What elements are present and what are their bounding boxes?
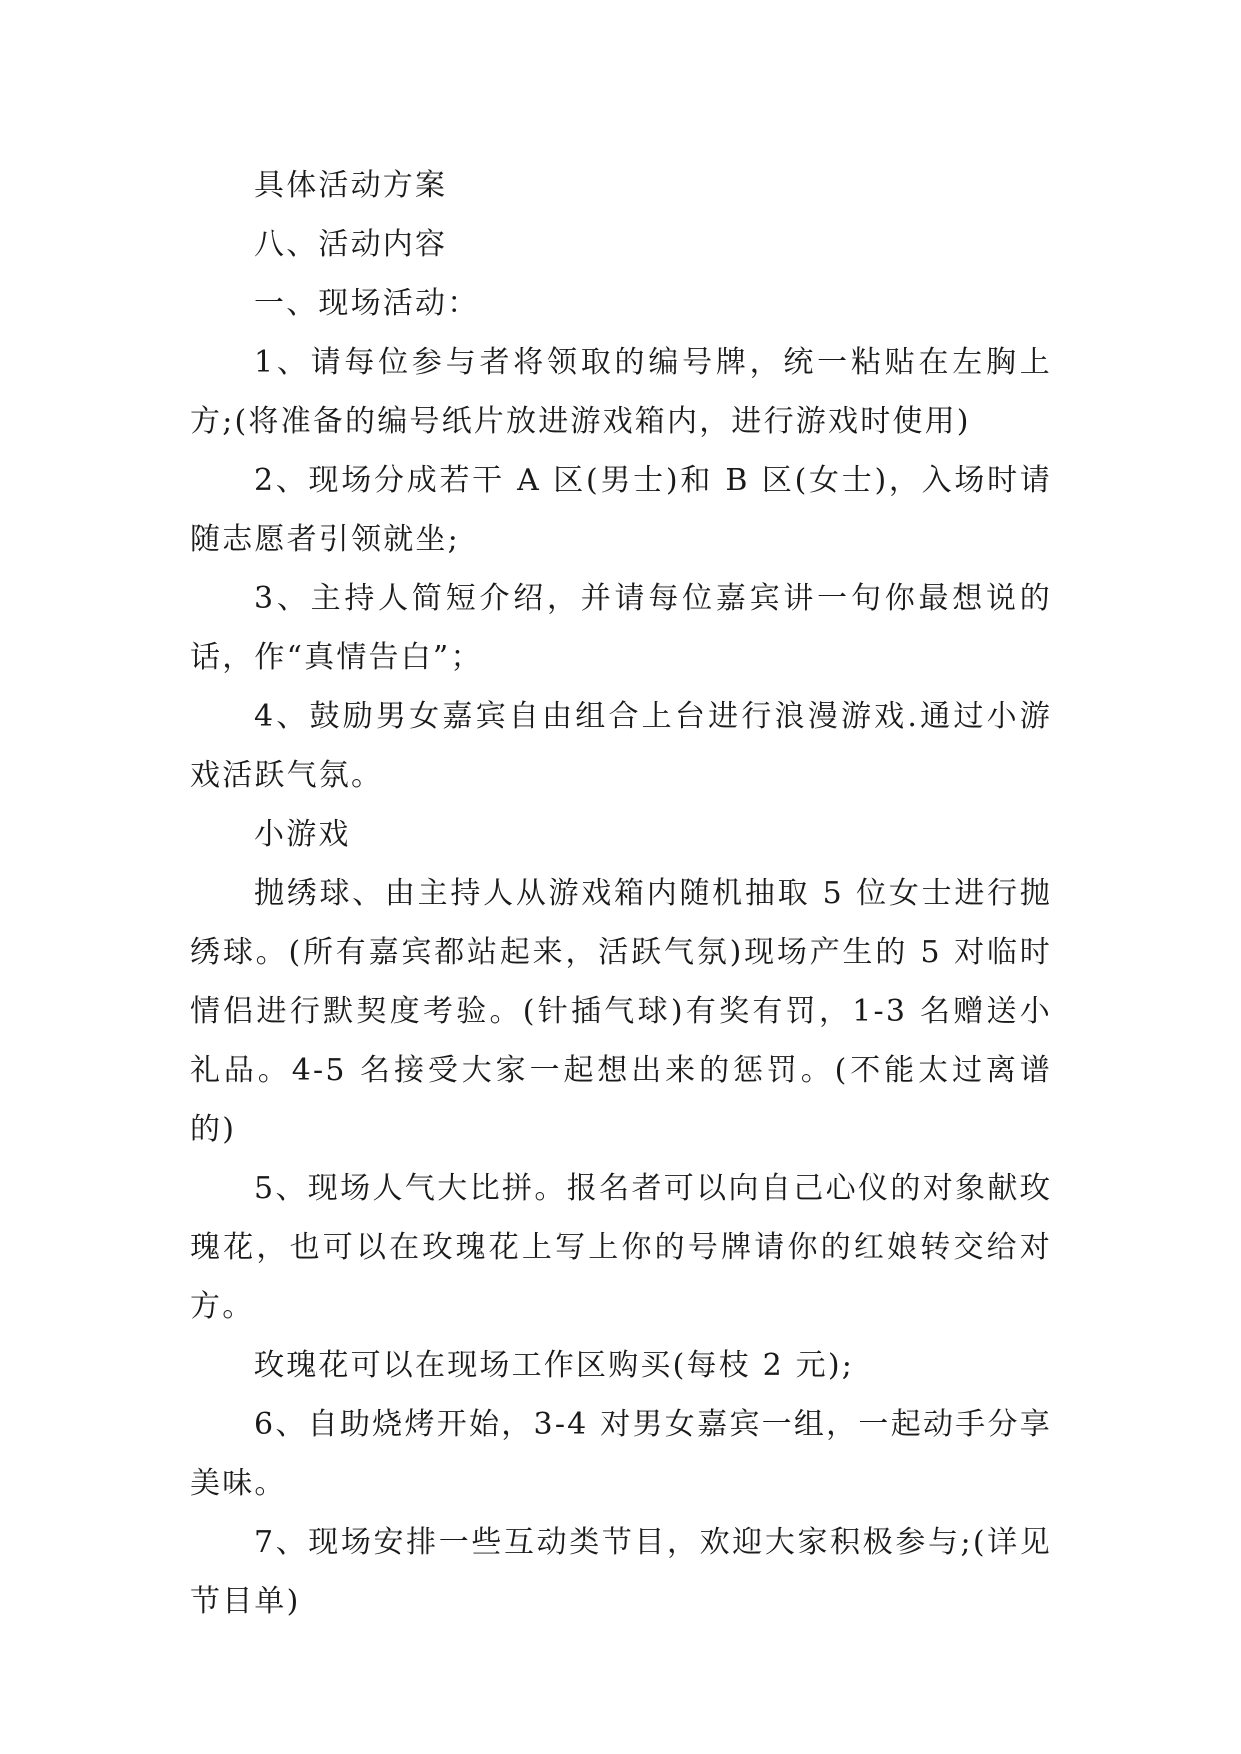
subsection-heading: 一、现场活动： (254, 286, 480, 321)
body-paragraph: 抛绣球、由主持人从游戏箱内随机抽取 5 位女士进行抛绣球。(所有嘉宾都站起来，活跃气氛)现场产生的 5 对临时情侣进行默契度考验。(针插气球)有奖有罚，1-3 名赠送小礼品。4-5 名接受大家一起想出来的惩罚。(不能太过离谱的) (190, 876, 1052, 1147)
subsection-heading: 小游戏 (254, 817, 351, 852)
section-heading: 八、活动内容 (254, 227, 448, 262)
list-item: 4、鼓励男女嘉宾自由组合上台进行浪漫游戏.通过小游戏活跃气氛。 (190, 699, 1052, 793)
list-item: 7、现场安排一些互动类节目，欢迎大家积极参与;(详见节目单) (190, 1525, 1052, 1619)
list-item: 3、主持人简短介绍，并请每位嘉宾讲一句你最想说的话，作“真情告白”； (190, 581, 1052, 675)
document-body (190, 156, 1052, 1631)
list-item: 1、请每位参与者将领取的编号牌，统一粘贴在左胸上方;(将准备的编号纸片放进游戏箱内，进行游戏时使用) (190, 345, 1052, 439)
list-item: 2、现场分成若干 A 区(男士)和 B 区(女士)，入场时请随志愿者引领就坐; (190, 463, 1052, 557)
section-heading: 具体活动方案 (254, 168, 448, 203)
list-item: 6、自助烧烤开始，3-4 对男女嘉宾一组，一起动手分享美味。 (190, 1407, 1052, 1501)
list-item: 5、现场人气大比拼。报名者可以向自己心仪的对象献玫瑰花，也可以在玫瑰花上写上你的号牌请你的红娘转交给对方。 (190, 1171, 1052, 1324)
body-paragraph: 玫瑰花可以在现场工作区购买(每枝 2 元); (254, 1348, 855, 1383)
